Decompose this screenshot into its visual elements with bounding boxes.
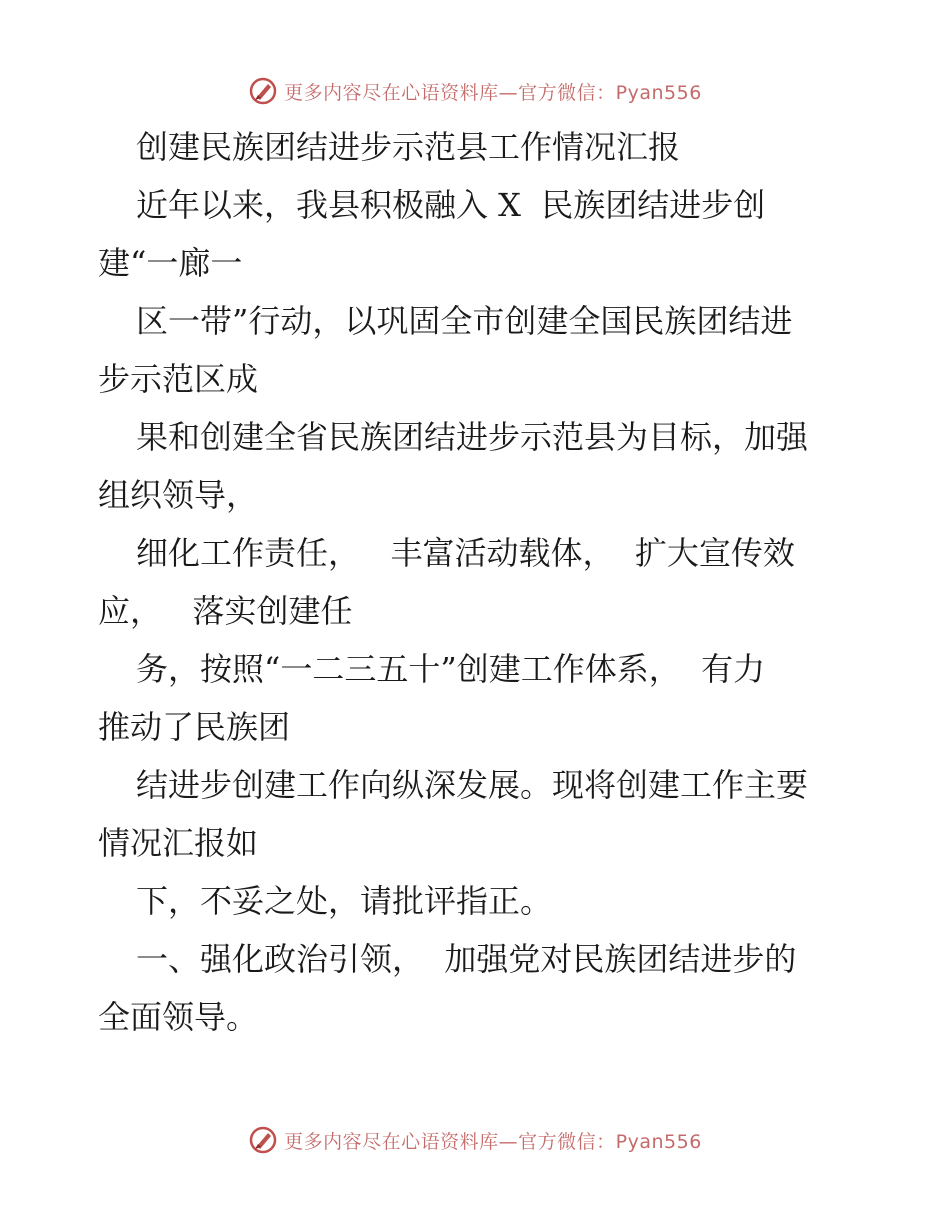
- footer-watermark: [0, 1120, 950, 1160]
- text-line: 组织领导，: [98, 476, 259, 514]
- text-line: 果和创建全省民族团结进步示范县为目标，加强: [136, 418, 809, 456]
- text-line: 务，按照“一二三五十”创建工作体系， 有力: [136, 650, 766, 688]
- text-line: 建“一廊一: [98, 244, 243, 282]
- header-watermark: [0, 71, 950, 111]
- text-line: 情况汇报如: [98, 824, 259, 862]
- text-line: 细化工作责任， 丰富活动载体， 扩大宣传效: [136, 534, 795, 572]
- text-line: 全面领导。: [98, 998, 259, 1036]
- text-line: 步示范区成: [98, 360, 259, 398]
- text-line: 下，不妥之处，请批评指正。: [136, 882, 553, 920]
- document-body: [98, 118, 858, 1046]
- text-line: 推动了民族团: [98, 708, 291, 746]
- text-line: 近年以来，我县积极融入 X 民族团结进步创: [136, 186, 766, 224]
- text-line: 结进步创建工作向纵深发展。现将创建工作主要: [136, 766, 809, 804]
- watermark-text: 更多内容尽在心语资料库—官方微信：Pyan556: [284, 81, 702, 104]
- text-line: 应， 落实创建任: [98, 592, 353, 630]
- section-heading: 一、强化政治引领， 加强党对民族团结进步的: [136, 940, 797, 978]
- brand-logo-icon: [248, 1125, 278, 1155]
- watermark-text: 更多内容尽在心语资料库—官方微信：Pyan556: [284, 1130, 702, 1153]
- document-title: 创建民族团结进步示范县工作情况汇报: [136, 128, 681, 166]
- text-line: 区一带”行动，以巩固全市创建全国民族团结进: [136, 302, 793, 340]
- brand-logo-icon: [248, 76, 278, 106]
